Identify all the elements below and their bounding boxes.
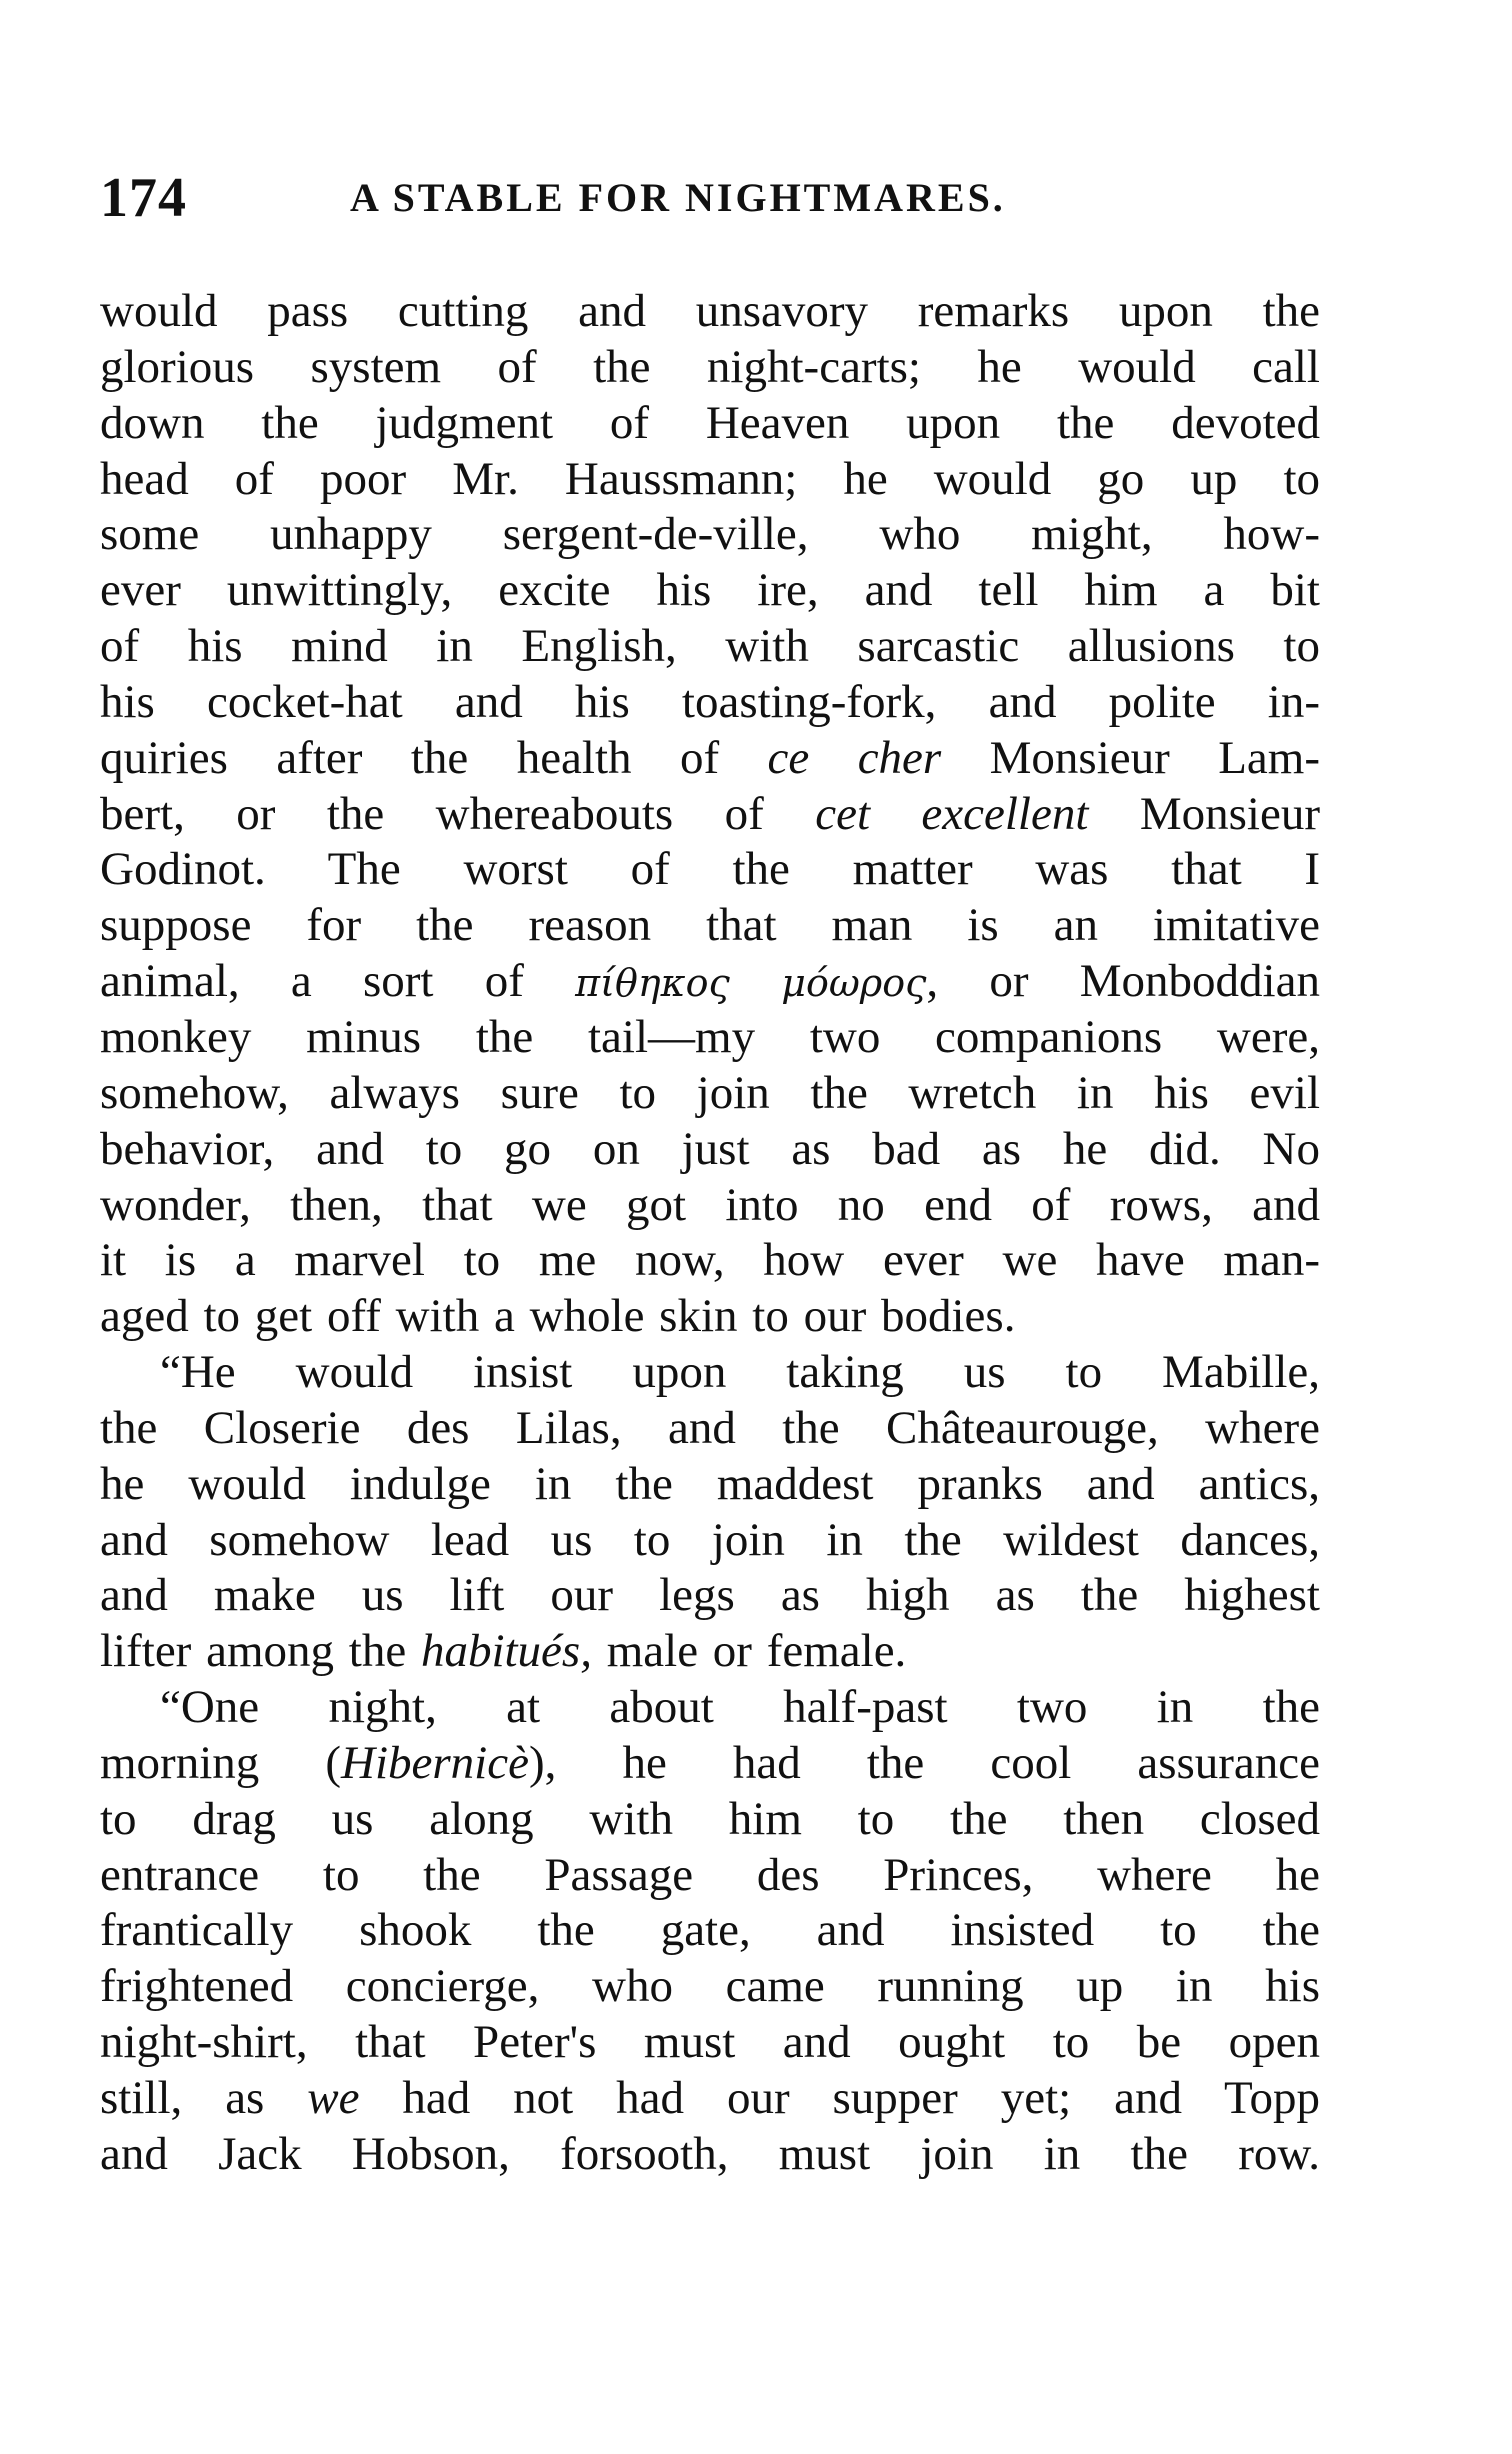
- text-run: had not had our supper yet; and Topp: [359, 2072, 1320, 2124]
- text-line: [100, 1736, 1320, 1792]
- text-line: [100, 731, 1320, 787]
- text-line: and make us lift our legs as high as the highest: [100, 1569, 1320, 1622]
- page-header: [100, 158, 1320, 238]
- text-run: , or Monboddian: [926, 955, 1320, 1008]
- text-line: [100, 2071, 1320, 2127]
- text-line: his cocket-hat and his toasting-fork, and polite in-: [100, 675, 1320, 728]
- text-run: animal, a sort of: [100, 955, 576, 1008]
- text-line: suppose for the reason that man is an imitative: [100, 899, 1320, 952]
- text-line: frightened concierge, who came running up in his: [100, 1960, 1320, 2013]
- text-line: down the judgment of Heaven upon the devoted: [100, 396, 1320, 449]
- text-run: lifter among the: [100, 1625, 421, 1678]
- italic-text: cet excellent: [815, 787, 1089, 840]
- text-line: night-shirt, that Peter's must and ought to be open: [100, 2016, 1320, 2069]
- text-line: frantically shook the gate, and insisted to the: [100, 1904, 1320, 1957]
- italic-text: ce cher: [767, 731, 942, 784]
- text-line: of his mind in English, with sarcastic allusions to: [100, 620, 1320, 673]
- text-line: head of poor Mr. Haussmann; he would go up to: [100, 452, 1320, 505]
- text-line: he would indulge in the maddest pranks and antics,: [100, 1457, 1320, 1510]
- text-line: somehow, always sure to join the wretch in his evil: [100, 1066, 1320, 1119]
- text-run: ), he had the cool assurance: [528, 1736, 1321, 1789]
- text-run: quiries after the health of: [100, 731, 768, 784]
- text-line: “One night, at about half-past two in the: [160, 1681, 1320, 1734]
- text-line: ever unwittingly, excite his ire, and tell him a bit: [100, 564, 1320, 617]
- italic-text: Hibernicè: [341, 1736, 529, 1789]
- text-run: male or female.: [591, 1625, 907, 1678]
- text-line: entrance to the Passage des Princes, where he: [100, 1848, 1320, 1901]
- text-line: to drag us along with him to the then closed: [100, 1792, 1320, 1845]
- text-line: “He would insist upon taking us to Mabille,: [160, 1346, 1320, 1399]
- text-line: glorious system of the night-carts; he would call: [100, 340, 1320, 393]
- italic-text: habitués,: [420, 1625, 592, 1678]
- body-text: [100, 284, 1320, 2183]
- running-title: A STABLE FOR NIGHTMARES.: [350, 175, 1006, 220]
- text-run: Monsieur Lam-: [941, 731, 1321, 784]
- text-run: Monsieur: [1088, 787, 1320, 840]
- text-line: [100, 1624, 1320, 1680]
- text-line: monkey minus the tail—my two companions were,: [100, 1010, 1320, 1063]
- greek-text: πίθηκος μόωρος: [575, 961, 927, 1006]
- text-run: still, as: [100, 2072, 308, 2124]
- italic-text: we: [307, 2072, 360, 2124]
- text-line: would pass cutting and unsavory remarks upon the: [100, 285, 1320, 337]
- text-line: it is a marvel to me now, how ever we have man-: [100, 1234, 1320, 1287]
- text-line: wonder, then, that we got into no end of rows, and: [100, 1178, 1320, 1231]
- text-line: the Closerie des Lilas, and the Châteaurouge, where: [100, 1401, 1320, 1454]
- page-number: 174: [100, 167, 187, 229]
- text-line: Godinot. The worst of the matter was that I: [100, 843, 1320, 896]
- text-line: [100, 954, 1320, 1010]
- text-line: aged to get off with a whole skin to our bodies.: [100, 1290, 1016, 1343]
- text-line: and Jack Hobson, forsooth, must join in the row.: [100, 2127, 1320, 2180]
- text-run: bert, or the whereabouts of: [100, 787, 816, 840]
- text-line: behavior, and to go on just as bad as he did. No: [100, 1122, 1320, 1175]
- text-line: [100, 787, 1320, 843]
- text-line: some unhappy sergent-de-ville, who might, how-: [100, 508, 1320, 561]
- text-run: morning (: [100, 1736, 342, 1789]
- text-line: and somehow lead us to join in the wildest dances,: [100, 1513, 1320, 1566]
